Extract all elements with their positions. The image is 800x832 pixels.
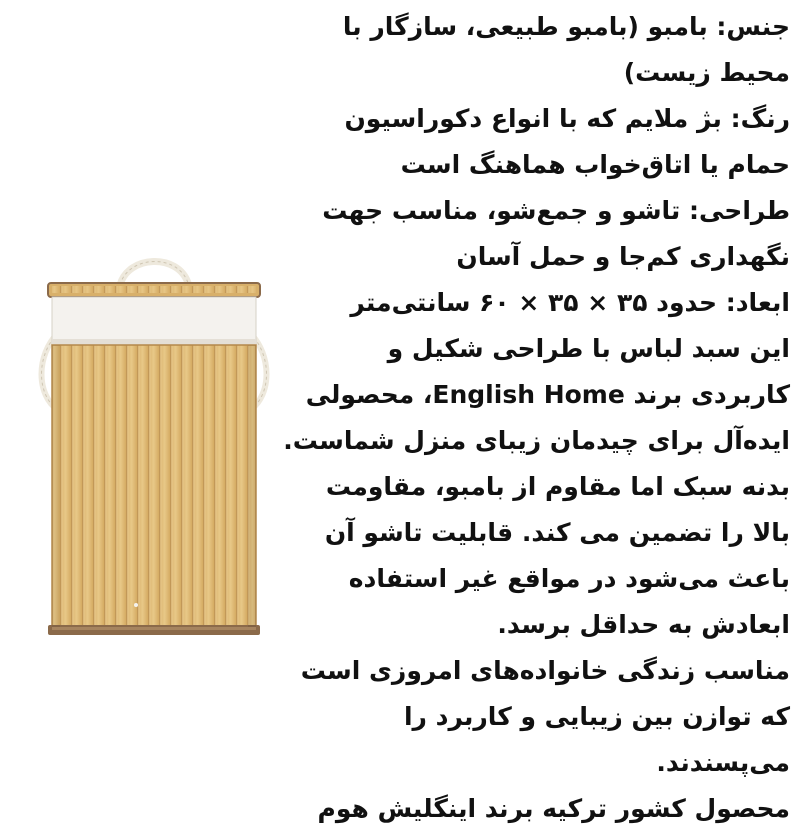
description-paragraph: این سبد لباس با طراحی شکیل و کاربردی برند English Home، محصولی ایده‌آل برای چیدمان زیبای منزل شماست. بدنه سبک اما مقاوم از بامبو، مقاومت بالا را تضمین می کند. قابلیت تاشو آن باعث می‌شود در مواقع غیر استفاده ابعادش به حداقل برسد. [283,334,790,639]
product-description [280,4,790,832]
color-line: رنگ: بژ ملایم که با انواع دکوراسیون حمام یا اتاق‌خواب هماهنگ است [344,104,790,179]
origin-line: محصول کشور ترکیه برند اینگلیش هوم [317,794,790,823]
bamboo-hamper-illustration [38,245,270,645]
dimensions-line: ابعاد: حدود ۳۵ × ۳۵ × ۶۰ سانتی‌متر [350,288,790,317]
material-line: جنس: بامبو (بامبو طبیعی، سازگار با محیط زیست) [342,12,790,87]
product-image [38,245,270,645]
description-paragraph-2: مناسب زندگی خانواده‌های امروزی است که توازن بین زیبایی و کاربرد را می‌پسندند. [300,656,790,777]
design-line: طراحی: تاشو و جمع‌شو، مناسب جهت نگهداری کم‌جا و حمل آسان [322,196,790,271]
